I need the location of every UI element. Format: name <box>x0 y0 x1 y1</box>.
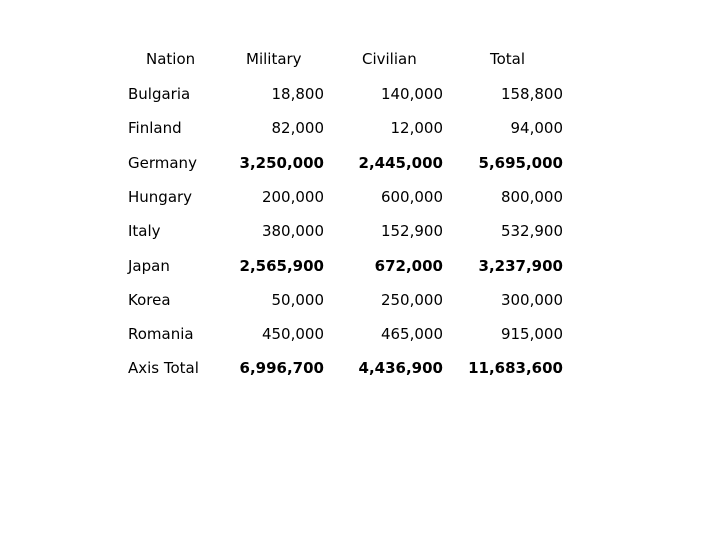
cell-total: 158,800 <box>500 85 563 103</box>
cell-military: 450,000 <box>261 325 324 343</box>
cell-civilian: 152,900 <box>380 222 443 240</box>
header-nation: Nation <box>146 50 196 68</box>
header-total: Total <box>490 50 526 68</box>
cell-total: 3,237,900 <box>478 257 563 275</box>
cell-nation: Germany <box>128 154 197 172</box>
cell-military: 50,000 <box>271 291 324 309</box>
cell-total: 300,000 <box>500 291 563 309</box>
cell-military: 3,250,000 <box>239 154 324 172</box>
cell-nation: Bulgaria <box>128 85 191 103</box>
cell-nation: Axis Total <box>128 359 199 377</box>
cell-civilian: 4,436,900 <box>358 359 443 377</box>
cell-civilian: 12,000 <box>390 119 443 137</box>
cell-nation: Italy <box>128 222 161 240</box>
cell-civilian: 600,000 <box>380 188 443 206</box>
cell-military: 2,565,900 <box>239 257 324 275</box>
cell-civilian: 465,000 <box>380 325 443 343</box>
cell-civilian: 672,000 <box>374 257 443 275</box>
cell-total: 915,000 <box>500 325 563 343</box>
header-civilian: Civilian <box>362 50 417 68</box>
cell-total: 94,000 <box>510 119 563 137</box>
cell-military: 380,000 <box>261 222 324 240</box>
cell-nation: Korea <box>128 291 171 309</box>
cell-military: 6,996,700 <box>239 359 324 377</box>
cell-military: 82,000 <box>271 119 324 137</box>
cell-nation: Romania <box>128 325 194 343</box>
header-military: Military <box>246 50 302 68</box>
cell-nation: Hungary <box>128 188 193 206</box>
cell-nation: Japan <box>128 257 170 275</box>
cell-military: 18,800 <box>271 85 324 103</box>
cell-total: 532,900 <box>500 222 563 240</box>
cell-total: 800,000 <box>500 188 563 206</box>
cell-civilian: 250,000 <box>380 291 443 309</box>
cell-total: 11,683,600 <box>468 359 563 377</box>
cell-civilian: 2,445,000 <box>358 154 443 172</box>
cell-military: 200,000 <box>261 188 324 206</box>
cell-total: 5,695,000 <box>478 154 563 172</box>
cell-nation: Finland <box>128 119 182 137</box>
cell-civilian: 140,000 <box>380 85 443 103</box>
